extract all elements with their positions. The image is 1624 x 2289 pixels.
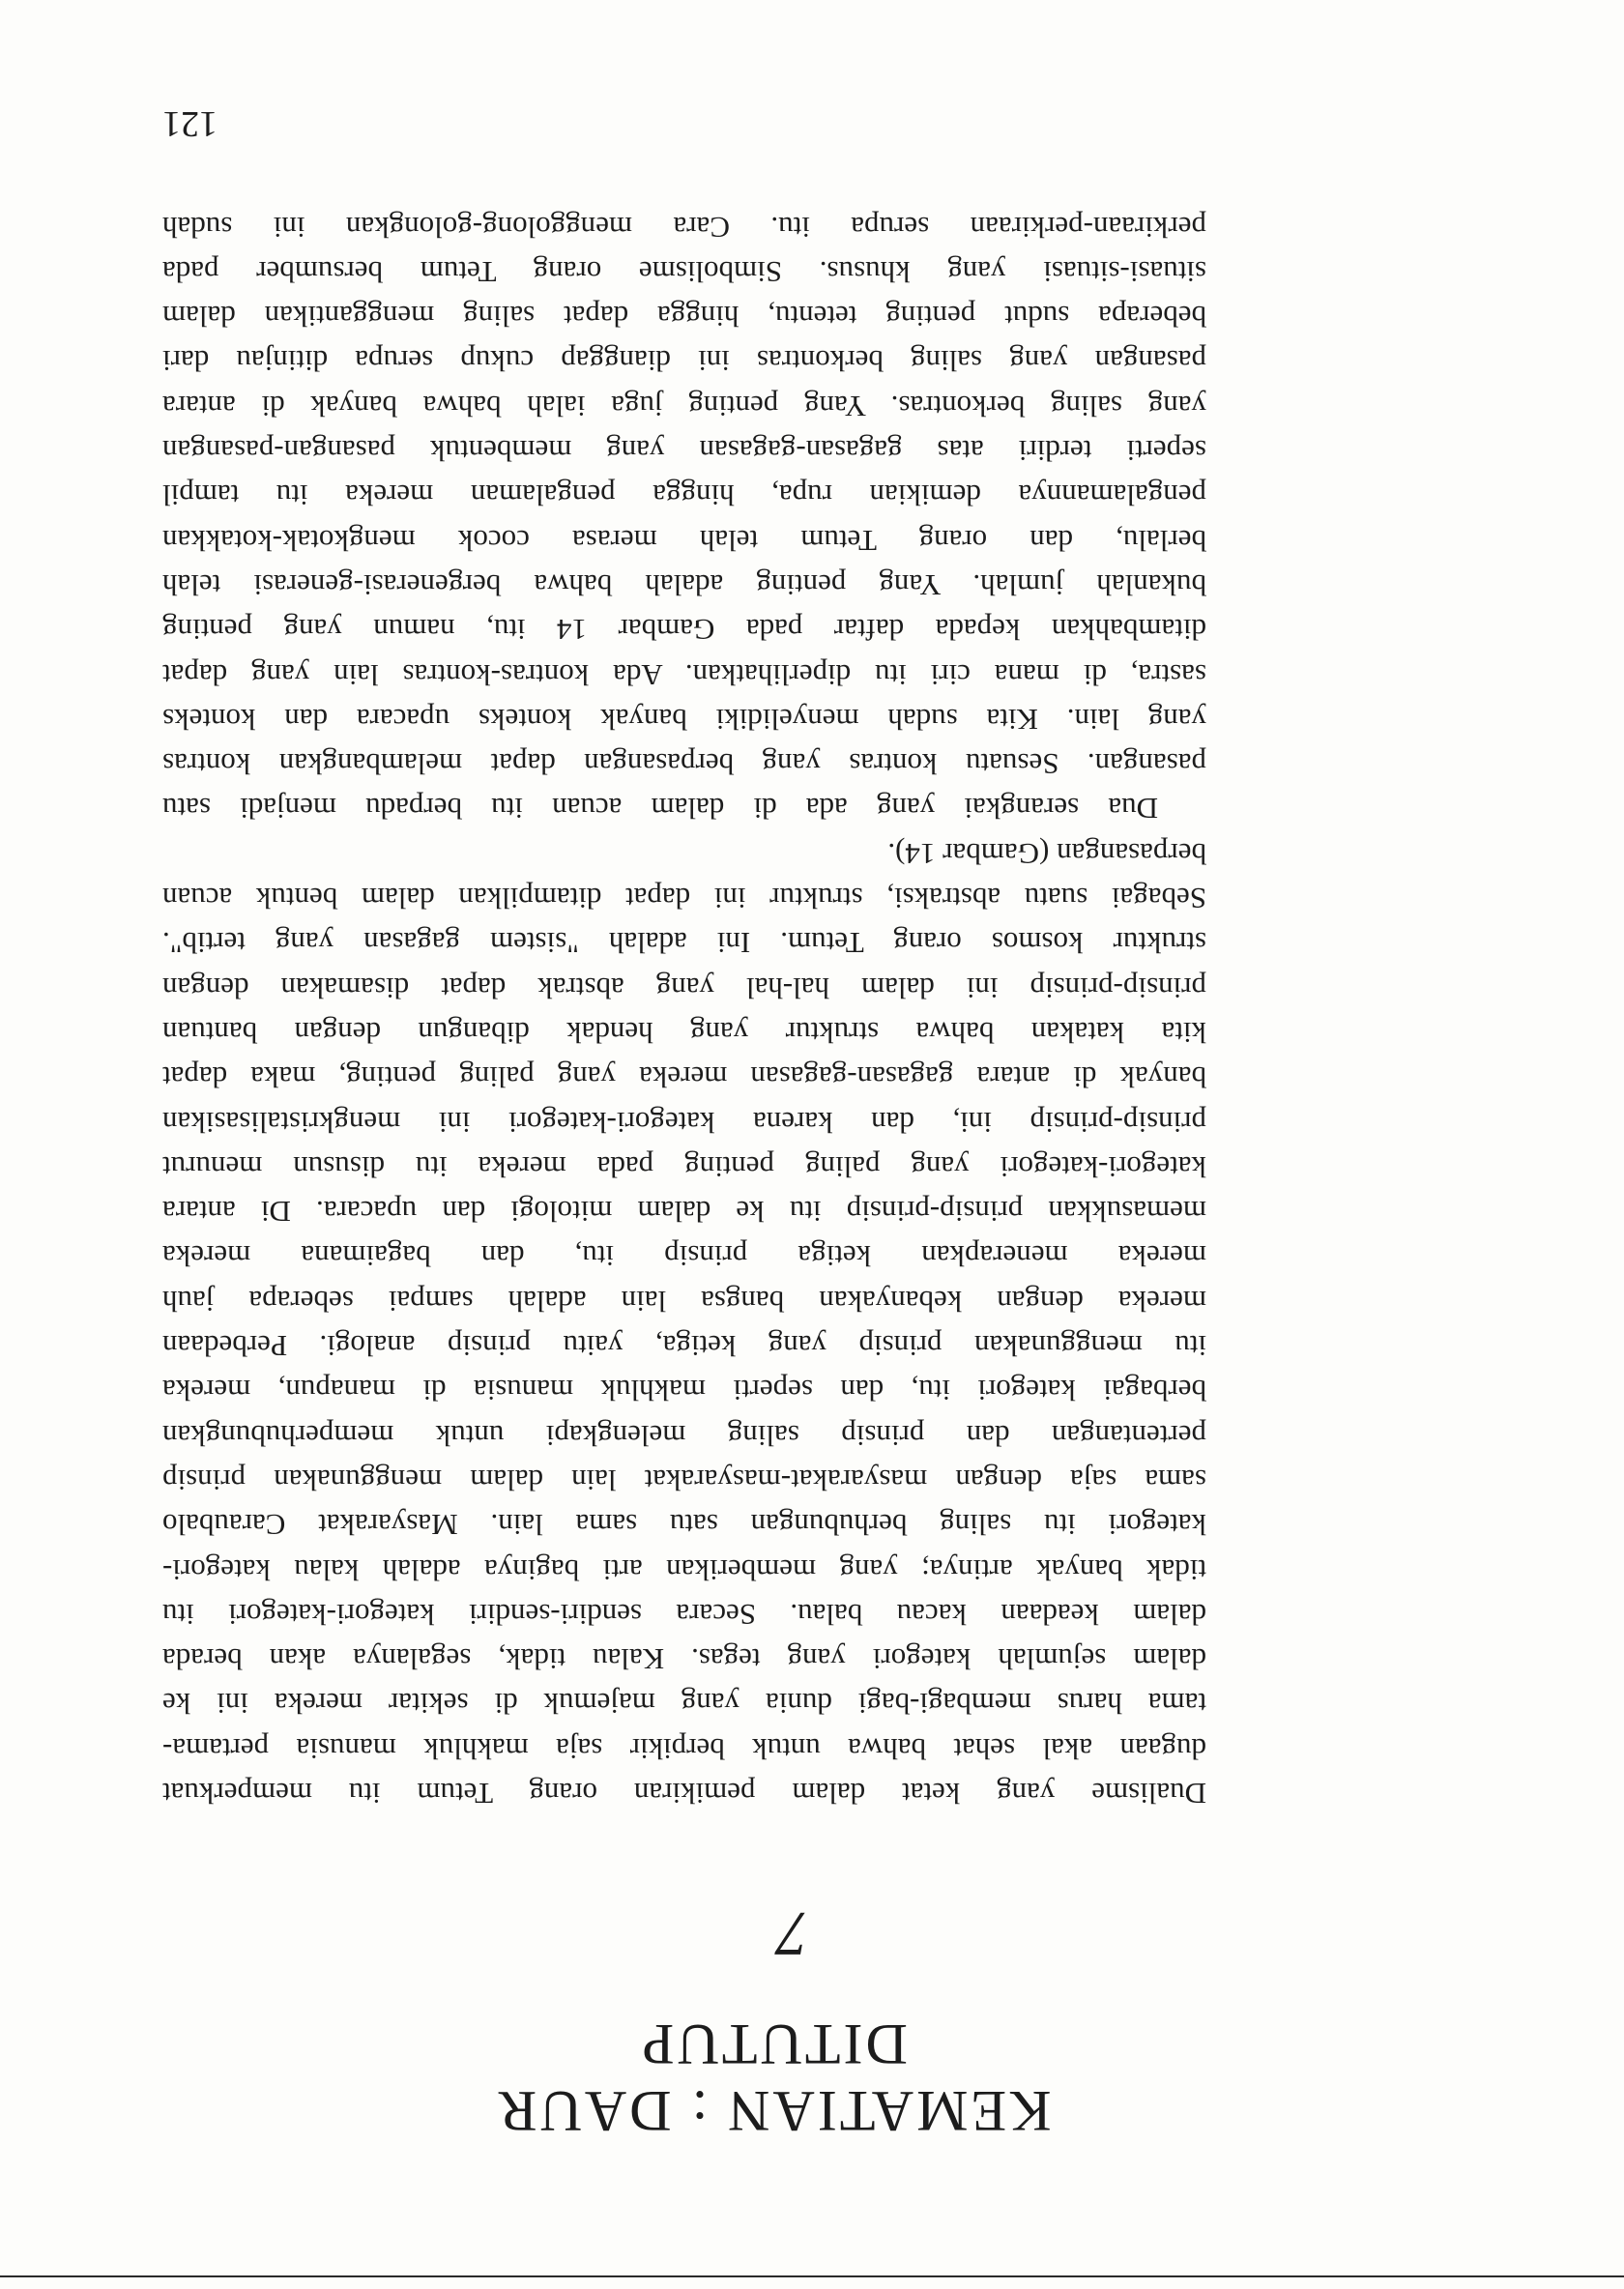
text-line: sama saja dengan masyarakat-masyarakat lain dalam menggunakan prinsip — [162, 1463, 1206, 1497]
text-line: dalam keadaan kacau balau. Secara sendiri-sendiri kategori-kategori itu — [162, 1597, 1206, 1632]
text-line: struktur kosmos orang Tetum. Ini adalah "sistem gagasan yang tertib". — [162, 926, 1206, 961]
text-line: Dua serangkai yang ada di dalam acuan itu berpadu menjadi satu — [162, 792, 1158, 826]
text-line: dalam sejumlah kategori yang tegas. Kalau tidak, segalanya akan berada — [162, 1642, 1206, 1677]
top-rule — [0, 2275, 1624, 2277]
text-line: prinsip-prinsip ini dalam hal-hal yang abstrak dapat disamakan dengan — [162, 971, 1206, 1005]
text-line: Sebagai suatu abstraksi, struktur ini dapat ditampilkan dalam bentuk acuan — [162, 882, 1206, 916]
text-line: seperti terdiri atas gagasan-gagasan yang membentuk pasangan-pasangan — [162, 434, 1206, 469]
text-line: banyak di antara gagasan-gagasan mereka yang paling penting, maka dapat — [162, 1060, 1206, 1095]
text-line: kita katakan bahwa struktur yang hendak dibangun dengan bantuan — [162, 1015, 1206, 1050]
text-line: situasi-situasi yang khusus. Simbolisme orang Tetum bersumber pada — [162, 254, 1206, 289]
text-line: berlalu, dan orang Tetum telah merasa cocok mengkotak-kotakkan — [162, 523, 1206, 558]
page-number: 121 — [162, 103, 218, 144]
text-line: prinsip-prinsip ini, dan karena kategori-kategori ini mengkristalisasikan — [162, 1105, 1206, 1140]
text-line: berbagai kategori itu, dan seperti makhluk manusia di manapun, mereka — [162, 1374, 1206, 1408]
text-line: pertentangan dan prinsip saling melengkapi untuk memperhubungkan — [162, 1418, 1206, 1453]
text-line: itu menggunakan prinsip yang ketiga, yaitu prinsip analogi. Perbedaan — [162, 1329, 1206, 1364]
chapter-title: KEMATIAN : DAUR DITUTUP — [495, 2013, 1052, 2143]
text-line: kategori-kategori yang paling penting pada mereka itu disusun menurut — [162, 1149, 1206, 1184]
text-line: tama harus membagi-bagi dunia yang majemuk di sekitar mereka ini ke — [162, 1687, 1206, 1722]
text-line: memasukkan prinsip-prinsip itu ke dalam mitologi dan upacara. Di antara — [162, 1195, 1206, 1230]
text-line: pasangan. Sesuatu kontras yang berpasangan dapat melambangkan kontras — [162, 747, 1206, 782]
text-line: yang lain. Kita sudah menyelidiki banyak konteks upacara dan konteks — [162, 702, 1206, 737]
text-line: dugaan akal sehat bahwa untuk berpikir saja makhluk manusia pertama- — [162, 1731, 1206, 1766]
chapter-number: 7 — [776, 1898, 809, 1969]
text-line: bukanlah jumlah. Yang penting adalah bahwa bergenerasi-generasi telah — [162, 567, 1206, 602]
text-line: tidak banyak artinya; yang memberikan arti baginya adalah kalau kategori- — [162, 1552, 1206, 1587]
text-line: pengalamannya demikian rupa, hingga pengalaman mereka itu tampil — [162, 478, 1206, 513]
text-line: pasangan yang saling berkontras ini dianggap cukup serupa ditinjau dari — [162, 344, 1206, 379]
text-line: ditambahkan kepada daftar pada Gambar 14 itu, namun yang penting — [162, 613, 1206, 648]
body-text — [162, 204, 1206, 1815]
text-line: berpasangan (Gambar 14). — [887, 836, 1206, 871]
text-line: kategori itu saling berhubungan satu sama lain. Masyarakat Caraubalo — [162, 1508, 1206, 1543]
text-line: beberapa sudut penting tetentu, hingga dapat saling menggantikan dalam — [162, 300, 1206, 334]
text-line: sastra, di mana ciri itu diperlihatkan. Ada kontras-kontras lain yang dapat — [162, 657, 1206, 692]
text-line: Dualisme yang ketat dalam pemikiran orang Tetum itu memperkuat — [162, 1777, 1206, 1811]
text-line: yang saling berkontras. Yang penting juga ialah bahwa banyak di antara — [162, 389, 1206, 423]
text-line: perkiraan-perkiraan serupa itu. Cara menggolong-golongkan ini sudah — [162, 210, 1206, 245]
text-line: mereka menerapkan ketiga prinsip itu, dan bagaimana mereka — [162, 1239, 1206, 1274]
text-line: mereka dengan kebanyakan bangsa lain adalah sampai seberapa jauh — [162, 1284, 1206, 1318]
